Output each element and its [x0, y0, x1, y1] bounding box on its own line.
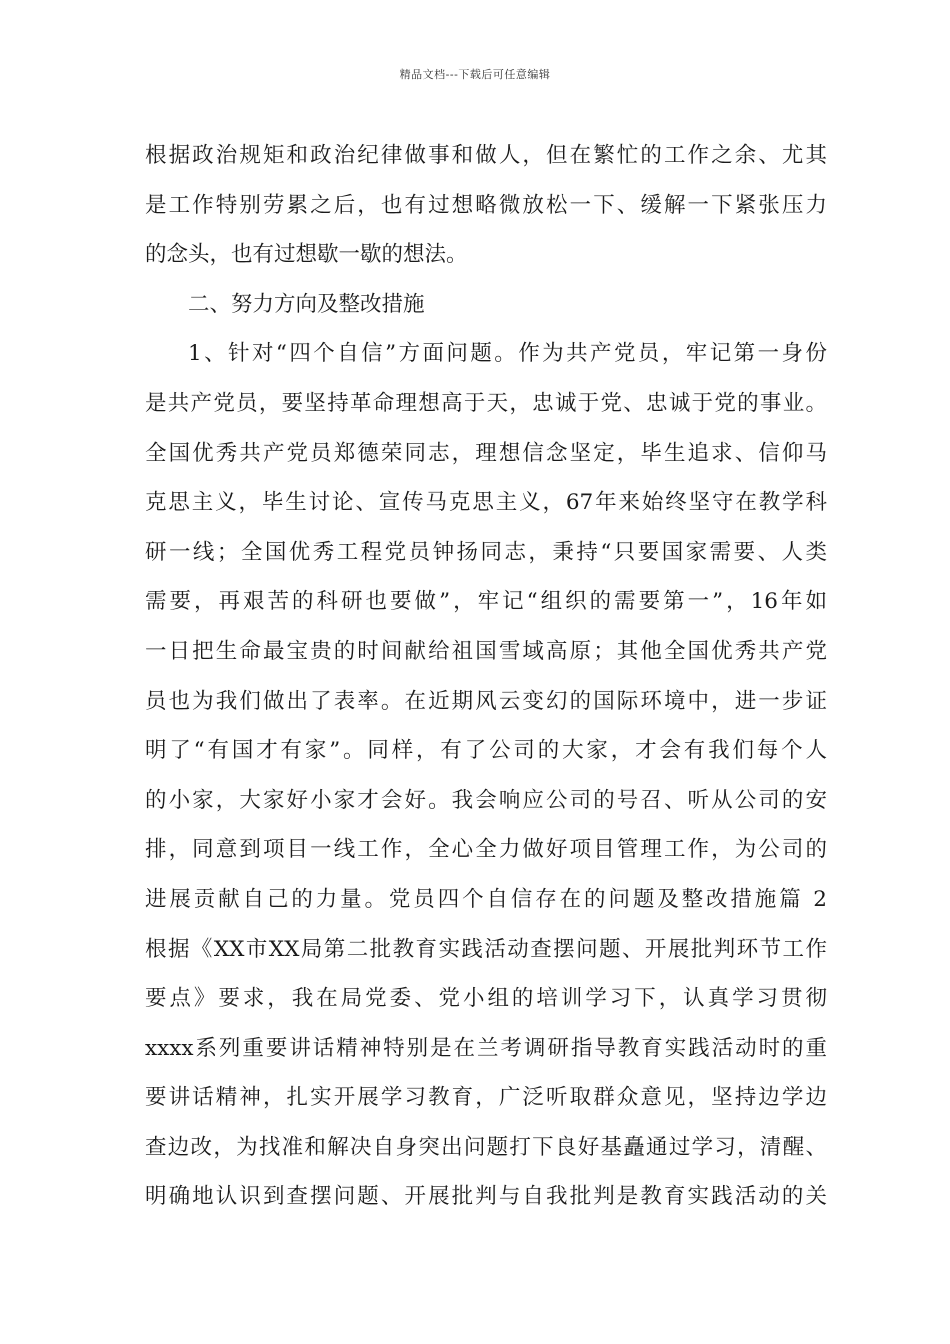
text-line: 需要，再艰苦的科研也要做”，牢记“组织的需要第一”，16年如 [145, 589, 827, 615]
text-line: 的小家，大家好小家才会好。我会响应公司的号召、听从公司的安 [145, 787, 827, 813]
text-line: 根据《XX市XX局第二批教育实践活动查摆问题、开展批判环节工作 [145, 936, 827, 962]
text-line: 根据政治规矩和政治纪律做事和做人，但在繁忙的工作之余、尤其 [145, 143, 827, 168]
text-line: 查边改，为找准和解决自身突出问题打下良好基矗通过学习，清醒、 [145, 1134, 827, 1160]
page-header: 精品文档---下载后可任意编辑 [399, 68, 551, 81]
text-line: 要讲话精神，扎实开展学习教育，广泛听取群众意见，坚持边学边 [145, 1085, 827, 1111]
text-line: 员也为我们做出了表率。在近期风云变幻的国际环境中，进一步证 [145, 688, 827, 714]
text-line: xxxx系列重要讲话精神特别是在兰考调研指导教育实践活动时的重 [145, 1035, 827, 1061]
text-line: 明确地认识到查摆问题、开展批判与自我批判是教育实践活动的关 [145, 1184, 827, 1210]
text-line: 进展贡献自己的力量。党员四个自信存在的问题及整改措施篇 2 [145, 886, 827, 912]
text-line: 一日把生命最宝贵的时间献给祖国雪域高原；其他全国优秀共产党 [145, 638, 827, 664]
text-line: 要点》要求，我在局党委、党小组的培训学习下，认真学习贯彻 [145, 986, 827, 1012]
text-line: 是共产党员，要坚持革命理想高于天，忠诚于党、忠诚于党的事业。 [145, 390, 827, 416]
text-line: 全国优秀共产党员郑德荣同志，理想信念坚定，毕生追求、信仰马 [145, 440, 827, 466]
text-line: 排，同意到项目一线工作，全心全力做好项目管理工作，为公司的 [145, 837, 827, 863]
document-body [145, 131, 827, 1222]
section-heading: 二、努力方向及整改措施 [188, 291, 425, 317]
text-line: 1、针对“四个自信”方面问题。作为共产党员，牢记第一身份 [188, 341, 827, 367]
text-line: 的念头，也有过想歇一歇的想法。 [145, 242, 468, 268]
text-line: 研一线；全国优秀工程党员钟扬同志，秉持“只要国家需要、人类 [145, 539, 827, 565]
text-line: 明了“有国才有家”。同样，有了公司的大家，才会有我们每个人 [145, 738, 827, 764]
text-line: 克思主义，毕生讨论、宣传马克思主义，67年来始终坚守在教学科 [145, 490, 827, 516]
text-line: 是工作特别劳累之后，也有过想略微放松一下、缓解一下紧张压力 [145, 192, 827, 218]
